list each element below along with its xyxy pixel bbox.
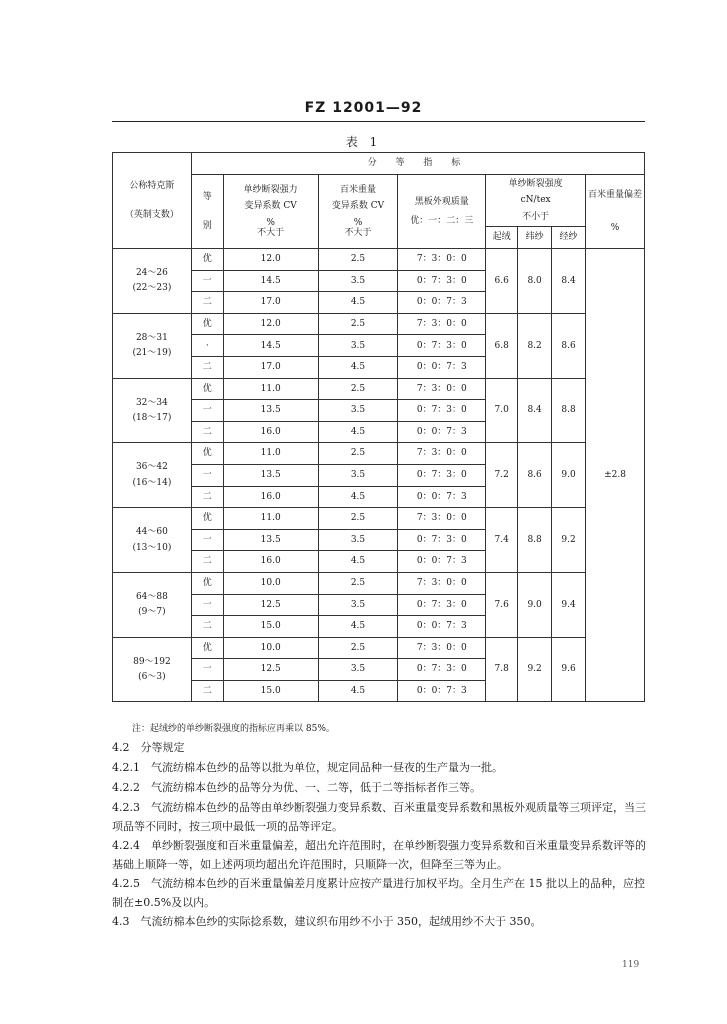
cv-weight-cell: 2.5: [318, 249, 398, 271]
appearance-cell: 0：0：7：3: [398, 292, 486, 314]
count-value: 32～34: [135, 397, 168, 408]
cv-weight-cell: 3.5: [318, 464, 398, 486]
cv-weight-cell: 4.5: [318, 356, 398, 378]
appearance-cell: 0：0：7：3: [398, 421, 486, 443]
count-cell: [113, 508, 192, 573]
table-row: [113, 249, 645, 271]
cv-strength-cell: 15.0: [223, 680, 318, 702]
grading-table: [112, 152, 645, 702]
appearance-cell: 7：3：0：0: [398, 249, 486, 271]
table-row: [113, 378, 645, 400]
tenacity-raising-cell: 7.4: [486, 508, 518, 573]
appearance-cell: 7：3：0：0: [398, 378, 486, 400]
cv-weight-cell: 3.5: [318, 594, 398, 616]
count-cell: [113, 572, 192, 637]
grade-cell: 一: [191, 594, 223, 616]
appearance-cell: 0：7：3：0: [398, 335, 486, 357]
grade-cell: 一: [191, 529, 223, 551]
section-4-3: 4.3 气流纺棉本色纱的实际捻系数，建议织布用纱不小于 350，起绒用纱不大于 350。: [112, 915, 542, 928]
count-value: 24～26: [135, 268, 168, 279]
cv-weight-cell: 3.5: [318, 529, 398, 551]
cv-strength-cell: 10.0: [223, 637, 318, 659]
cv-strength-cell: 13.5: [223, 400, 318, 422]
cv-weight-cell: 2.5: [318, 443, 398, 465]
cv-weight-cell: 2.5: [318, 378, 398, 400]
count-cell: [113, 249, 192, 314]
tenacity-warp-cell: 8.8: [552, 378, 586, 443]
cv-weight-cell: 3.5: [318, 335, 398, 357]
count-cell: [113, 637, 192, 702]
table-row: [113, 443, 645, 465]
appearance-cell: 7：3：0：0: [398, 572, 486, 594]
cv-strength-cell: 16.0: [223, 486, 318, 508]
count-value: 64～88: [135, 591, 168, 602]
tenacity-sub-weft: 纬纱: [518, 227, 552, 249]
cv-strength-cell: 11.0: [223, 443, 318, 465]
cv-strength-header: 单纱断裂强力 变异系数 CV % 不大于: [223, 175, 318, 249]
imperial-count-value: (6～3): [138, 672, 166, 683]
cv-strength-cell: 11.0: [223, 378, 318, 400]
tenacity-raising-cell: 7.0: [486, 378, 518, 443]
grade-cell: 优: [191, 378, 223, 400]
imperial-count-value: (22～23): [132, 283, 172, 294]
cv-strength-cell: 17.0: [223, 356, 318, 378]
imperial-count-value: (18～17): [132, 412, 172, 423]
tenacity-warp-cell: 9.0: [552, 443, 586, 508]
tenacity-warp-cell: 8.4: [552, 249, 586, 314]
cv-strength-cell: 16.0: [223, 551, 318, 573]
cv-strength-cell: 12.0: [223, 249, 318, 271]
appearance-cell: 0：0：7：3: [398, 356, 486, 378]
tenacity-warp-cell: 9.6: [552, 637, 586, 702]
grade-cell: 二: [191, 616, 223, 638]
cv-strength-cell: 13.5: [223, 529, 318, 551]
grade-cell: 优: [191, 637, 223, 659]
appearance-cell: 7：3：0：0: [398, 637, 486, 659]
table-row: [113, 637, 645, 659]
appearance-cell: 0：0：7：3: [398, 486, 486, 508]
cv-weight-cell: 2.5: [318, 508, 398, 530]
tenacity-weft-cell: 8.0: [518, 249, 552, 314]
table-row: [113, 572, 645, 594]
table-row: [113, 313, 645, 335]
grade-cell: 优: [191, 313, 223, 335]
grade-cell: 二: [191, 551, 223, 573]
cv-strength-cell: 12.5: [223, 659, 318, 681]
appearance-cell: 0：7：3：0: [398, 594, 486, 616]
grade-cell: ·: [191, 335, 223, 357]
grading-group-header: 分 等 指 标: [191, 153, 644, 175]
cv-weight-cell: 3.5: [318, 270, 398, 292]
section-4-2-4: 4.2.4 单纱断裂强度和百米重量偏差，超出允许范围时，在单纱断裂强力变异系数和百米重量变异系数评等的基础上顺降一等，如上述两项均超出允许范围时，只顺降一次，但降至三等为止。: [112, 839, 646, 871]
imperial-count-value: (16～14): [132, 477, 172, 488]
tenacity-header: 单纱断裂强度 cN/tex 不小于: [486, 175, 586, 227]
tenacity-raising-cell: 7.2: [486, 443, 518, 508]
cv-weight-cell: 4.5: [318, 292, 398, 314]
cv-weight-cell: 3.5: [318, 400, 398, 422]
appearance-cell: 7：3：0：0: [398, 313, 486, 335]
appearance-cell: 0：7：3：0: [398, 659, 486, 681]
cv-weight-cell: 4.5: [318, 421, 398, 443]
grade-cell: 一: [191, 659, 223, 681]
count-value: 36～42: [135, 462, 168, 473]
cv-strength-cell: 15.0: [223, 616, 318, 638]
cv-strength-cell: 14.5: [223, 270, 318, 292]
cv-weight-cell: 4.5: [318, 616, 398, 638]
appearance-cell: 0：0：7：3: [398, 680, 486, 702]
tenacity-sub-raising: 起绒: [486, 227, 518, 249]
grade-header: 等 别: [191, 175, 223, 249]
grade-cell: 二: [191, 680, 223, 702]
tenacity-weft-cell: 9.0: [518, 572, 552, 637]
cv-strength-cell: 10.0: [223, 572, 318, 594]
tenacity-weft-cell: 9.2: [518, 637, 552, 702]
page-number: 119: [622, 960, 640, 970]
header-rule: [112, 121, 645, 122]
grade-cell: 二: [191, 356, 223, 378]
grade-cell: 一: [191, 400, 223, 422]
section-4-2-3: 4.2.3 气流纺棉本色纱的品等由单纱断裂强力变异系数、百米重量变异系数和黑板外观质量等三项评定，当三项品等不同时，按三项中最低一项的品等评定。: [112, 801, 646, 833]
tenacity-weft-cell: 8.8: [518, 508, 552, 573]
count-value: 89～192: [133, 656, 171, 667]
section-4-2: 4.2 分等规定: [112, 741, 185, 754]
appearance-cell: 0：7：3：0: [398, 464, 486, 486]
tenacity-warp-cell: 8.6: [552, 313, 586, 378]
tenacity-raising-cell: 6.6: [486, 249, 518, 314]
tenacity-sub-warp: 经纱: [552, 227, 586, 249]
section-4-2-5: 4.2.5 气流纺棉本色纱的百米重量偏差月度累计应按产量进行加权平均。全月生产在 15 批以上的品种，应控制在±0.5%及以内。: [112, 877, 645, 909]
appearance-cell: 7：3：0：0: [398, 508, 486, 530]
tenacity-raising-cell: 6.8: [486, 313, 518, 378]
appearance-cell: 0：7：3：0: [398, 270, 486, 292]
cv-weight-header: 百米重量 变异系数 CV % 不大于: [318, 175, 398, 249]
weight-deviation-header: 百米重量偏差 %: [586, 175, 645, 249]
count-cell: [113, 313, 192, 378]
count-value: 28～31: [135, 332, 168, 343]
section-4-2-2: 4.2.2 气流纺棉本色纱的品等分为优、一、二等，低于二等指标者作三等。: [112, 781, 481, 794]
grade-cell: 优: [191, 249, 223, 271]
cv-strength-cell: 12.0: [223, 313, 318, 335]
count-cell: [113, 443, 192, 508]
cv-weight-cell: 3.5: [318, 659, 398, 681]
section-4-2-1: 4.2.1 气流纺棉本色纱的品等以批为单位，规定同品种一昼夜的生产量为一批。: [112, 761, 503, 774]
count-header: 公称特克斯 （英制支数）: [113, 153, 192, 249]
cv-weight-cell: 2.5: [318, 637, 398, 659]
grade-cell: 一: [191, 270, 223, 292]
tenacity-weft-cell: 8.4: [518, 378, 552, 443]
table-row: [113, 508, 645, 530]
appearance-cell: 0：0：7：3: [398, 616, 486, 638]
weight-deviation-cell: ±2.8: [586, 249, 645, 702]
grade-cell: 一: [191, 464, 223, 486]
appearance-cell: 0：0：7：3: [398, 551, 486, 573]
tenacity-raising-cell: 7.6: [486, 572, 518, 637]
tenacity-raising-cell: 7.8: [486, 637, 518, 702]
cv-strength-cell: 17.0: [223, 292, 318, 314]
standard-code-header: FZ 12001—92: [304, 100, 423, 116]
appearance-header: 黑板外观质量 优：一：二：三: [398, 175, 486, 249]
count-value: 44～60: [135, 527, 168, 538]
grade-cell: 优: [191, 508, 223, 530]
cv-strength-cell: 14.5: [223, 335, 318, 357]
appearance-cell: 0：7：3：0: [398, 529, 486, 551]
appearance-cell: 7：3：0：0: [398, 443, 486, 465]
cv-weight-cell: 2.5: [318, 572, 398, 594]
appearance-cell: 0：7：3：0: [398, 400, 486, 422]
cv-weight-cell: 2.5: [318, 313, 398, 335]
cv-weight-cell: 4.5: [318, 486, 398, 508]
count-cell: [113, 378, 192, 443]
imperial-count-value: (13～10): [132, 542, 172, 553]
grade-cell: 优: [191, 572, 223, 594]
cv-strength-cell: 13.5: [223, 464, 318, 486]
cv-weight-cell: 4.5: [318, 551, 398, 573]
imperial-count-value: (21～19): [132, 348, 172, 359]
imperial-count-value: (9～7): [138, 607, 166, 618]
grade-cell: 二: [191, 421, 223, 443]
table-title: 表 1: [345, 135, 382, 149]
grade-cell: 二: [191, 292, 223, 314]
cv-strength-cell: 12.5: [223, 594, 318, 616]
grade-cell: 二: [191, 486, 223, 508]
cv-weight-cell: 4.5: [318, 680, 398, 702]
tenacity-warp-cell: 9.2: [552, 508, 586, 573]
grade-cell: 优: [191, 443, 223, 465]
cv-strength-cell: 16.0: [223, 421, 318, 443]
tenacity-weft-cell: 8.6: [518, 443, 552, 508]
tenacity-weft-cell: 8.2: [518, 313, 552, 378]
cv-strength-cell: 11.0: [223, 508, 318, 530]
tenacity-warp-cell: 9.4: [552, 572, 586, 637]
table-note: 注：起绒纱的单纱断裂强度的指标应再乘以 85%。: [132, 724, 335, 734]
